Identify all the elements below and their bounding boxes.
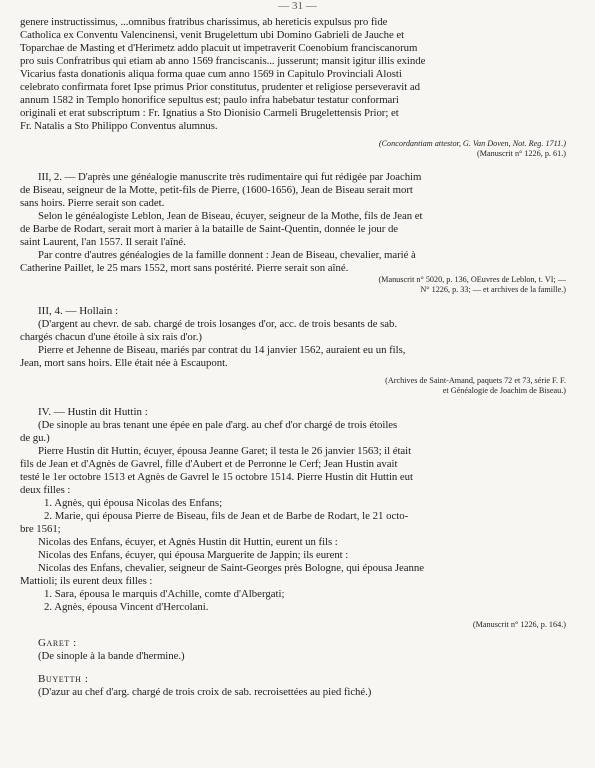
text-line: Selon le généalogiste Leblon, Jean de Biseau, écuyer, seigneur de la Mothe, fils de Jean et [38, 210, 423, 222]
section-garet [20, 636, 580, 663]
text-line: de Biseau, seigneur de la Motte, petit-fils de Pierre, (1600-1656), Jean de Biseau serait mort [20, 184, 413, 196]
text-line: Pierre et Jehenne de Biseau, mariés par contrat du 14 janvier 1562, auraient eu un fils, [38, 344, 406, 356]
source-citation: (Concordantiam attestor, G. Van Doven, Not. Reg. 1711.) [378, 139, 566, 148]
arms-description: chargés chacun d'une étoile à six rais d'or.) [20, 331, 202, 343]
list-item: 1. Agnès, qui épousa Nicolas des Enfans; [44, 497, 223, 509]
text-line: pro suis Confratribus qui etiam ab anno 1569 franciscanis... jusserunt; mansit igitur illis exinde [20, 55, 426, 67]
arms-description: (D'argent au chevr. de sab. chargé de trois losanges d'or, acc. de trois besants de sab. [38, 318, 398, 330]
text-line: deux filles : [20, 484, 71, 496]
text-line: fils de Jean et d'Agnès de Gavrel, fille d'Aubert et de Perronne le Cerf; Jean Hustin avait [20, 458, 398, 470]
source-citation: N° 1226, p. 33; — et archives de la famille.) [420, 285, 566, 294]
text-line: originali et erat subscriptum : Fr. Ignatius a Sto Dionisio Carmeli Brugelettensis Prior; et [20, 107, 399, 119]
text-line: saint Laurent, l'an 1557. Il serait l'aîné. [20, 236, 186, 248]
text-line: Pierre Hustin dit Huttin, écuyer, épousa Jeanne Garet; il testa le 26 janvier 1563; il était [38, 445, 412, 457]
section-heading: III, 2. — [38, 171, 76, 183]
text-line: D'après une généalogie manuscrite très rudimentaire qui fut rédigée par Joachim [78, 171, 422, 183]
section-iii-4 [20, 304, 580, 396]
page-body [20, 16, 580, 699]
text-line: Catherine Paillet, le 25 mars 1552, mort sans postérité. Pierre serait son aîné. [20, 262, 349, 274]
text-line: Catholica ex Conventu Valencinensi, venit Brugelettum ubi Domino Gabrieli de Jauche et [20, 29, 405, 41]
page-number: — 31 — [278, 0, 317, 12]
section-iv [20, 405, 580, 630]
text-line: Nicolas des Enfans, écuyer, et Agnès Hustin dit Huttin, eurent un fils : [38, 536, 338, 548]
latin-passage [20, 16, 580, 133]
section-heading: Buyetth : [38, 673, 89, 685]
text-line: Nicolas des Enfans, chevalier, seigneur de Saint-Georges près Bologne, qui épousa Jeanne [38, 562, 424, 574]
list-item: 2. Agnès, épousa Vincent d'Hercolani. [44, 601, 209, 613]
text-line: genere instructissimus, ...omnibus fratribus charissimus, ab hereticis expulsus pro fide [20, 16, 388, 28]
section-buyetth [20, 672, 580, 699]
source-citation: (Manuscrit n° 1226, p. 61.) [476, 149, 566, 158]
arms-description: (D'azur au chef d'arg. chargé de trois croix de sab. recroisettées au pied fiché.) [38, 686, 372, 698]
text-line: Fr. Natalis a Sto Philippo Conventus alumnus. [20, 120, 218, 132]
source-citation: et Généalogie de Joachim de Biseau.) [442, 386, 566, 395]
text-line: bre 1561; [20, 523, 61, 535]
text-line: Par contre d'autres généalogies de la famille donnent : Jean de Biseau, chevalier, marié à [38, 249, 416, 261]
section-heading: III, 4. — Hollain : [38, 305, 119, 317]
arms-description: de gu.) [20, 432, 50, 444]
text-line: Mattioli; ils eurent deux filles : [20, 575, 153, 587]
text-line: Nicolas des Enfans, écuyer, qui épousa Marguerite de Jappin; ils eurent : [38, 549, 349, 561]
text-line: Jean, mort sans hoirs. Elle était née à Escaupont. [20, 357, 228, 369]
source-citation: (Archives de Saint-Amand, paquets 72 et 73, série F. F. [385, 376, 566, 385]
source-citation: (Manuscrit n° 1226, p. 164.) [472, 620, 566, 629]
text-line: sans hoirs. Pierre serait son cadet. [20, 197, 165, 209]
text-line: testé le 1er octobre 1513 et Agnès de Gavrel le 15 octobre 1514. Pierre Hustin dit Huttin eut [20, 471, 413, 483]
source-citation: (Manuscrit n° 5020, p. 136, OEuvres de Leblon, t. VI; — [378, 275, 566, 284]
text-line: Toparchae de Masting et d'Herimetz addo placuit ut impetraverit Coenobium franciscanorum [20, 42, 418, 54]
list-item: 1. Sara, épousa le marquis d'Achille, comte d'Albergati; [44, 588, 285, 600]
section-heading: Garet : [38, 637, 77, 649]
text-line: annum 1582 in Templo honorifice sepultus est; paulo infra habebatur testatur conformari [20, 94, 399, 106]
section-iii-2 [20, 171, 580, 295]
text-line: de Barbe de Rodart, serait mort à marier à la bataille de Saint-Quentin, donnée le jour de [20, 223, 399, 235]
text-line: celebrato confirmata foret Ipse primus Prior constitutus, prudenter et religiose perseveravit ad [20, 81, 420, 93]
section-heading: IV. — Hustin dit Huttin : [38, 406, 148, 418]
arms-description: (De sinople à la bande d'hermine.) [38, 650, 185, 662]
list-item: 2. Marie, qui épousa Pierre de Biseau, fils de Jean et de Barbe de Rodart, le 21 octo- [44, 510, 409, 522]
arms-description: (De sinople au bras tenant une épée en pale d'arg. au chef d'or chargé de trois étoiles [38, 419, 398, 431]
text-line: Vicarius fasta donationis aliqua forma quae cum anno 1569 in Capitulo Provinciali Alosti [20, 68, 402, 80]
